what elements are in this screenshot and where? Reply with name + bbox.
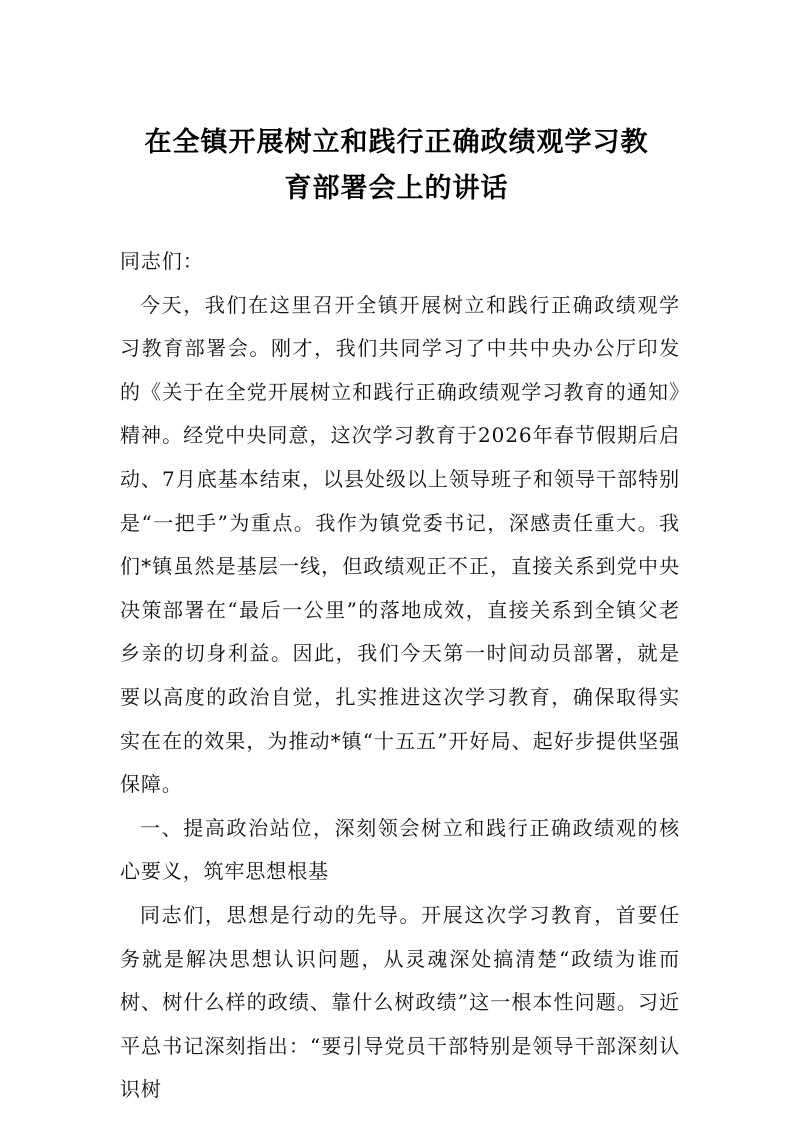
document-title-line-2: 育部署会上的讲话: [284, 173, 509, 204]
paragraph-section-1: 同志们，思想是行动的先导。开展这次学习教育，首要任务就是解决思想认识问题，从灵魂深处搞清楚“政绩为谁而树、树什么样的政绩、靠什么树政绩”这一根本性问题。习近平总书记深刻指出：“要引导党员干部特别是领导干部深刻认识树: [120, 902, 680, 1102]
document-title-line-1: 在全镇开展树立和践行正确政绩观学习教: [144, 127, 649, 158]
paragraph-intro: 今天，我们在这里召开全镇开展树立和践行正确政绩观学习教育部署会。刚才，我们共同学习了中共中央办公厅印发的《关于在全党开展树立和践行正确政绩观学习教育的通知》精神。经党中央同意，这次学习教育于2026年春节假期后启动、7月底基本结束，以县处级以上领导班子和领导干部特别是“一把手”为重点。我作为镇党委书记，深感责任重大。我们*镇虽然是基层一线，但政绩观正不正，直接关系到党中央决策部署在“最后一公里”的落地成效，直接关系到全镇父老乡亲的切身利益。因此，我们今天第一时间动员部署，就是要以高度的政治自觉，扎实推进这次学习教育，确保取得实实在在的效果，为推动*镇“十五五”开好局、起好步提供坚强保障。: [120, 292, 680, 797]
salutation: 同志们：: [120, 249, 204, 273]
document-body: [120, 240, 680, 1112]
section-heading-1: 一、提高政治站位，深刻领会树立和践行正确政绩观的核心要义，筑牢思想根基: [120, 815, 680, 884]
